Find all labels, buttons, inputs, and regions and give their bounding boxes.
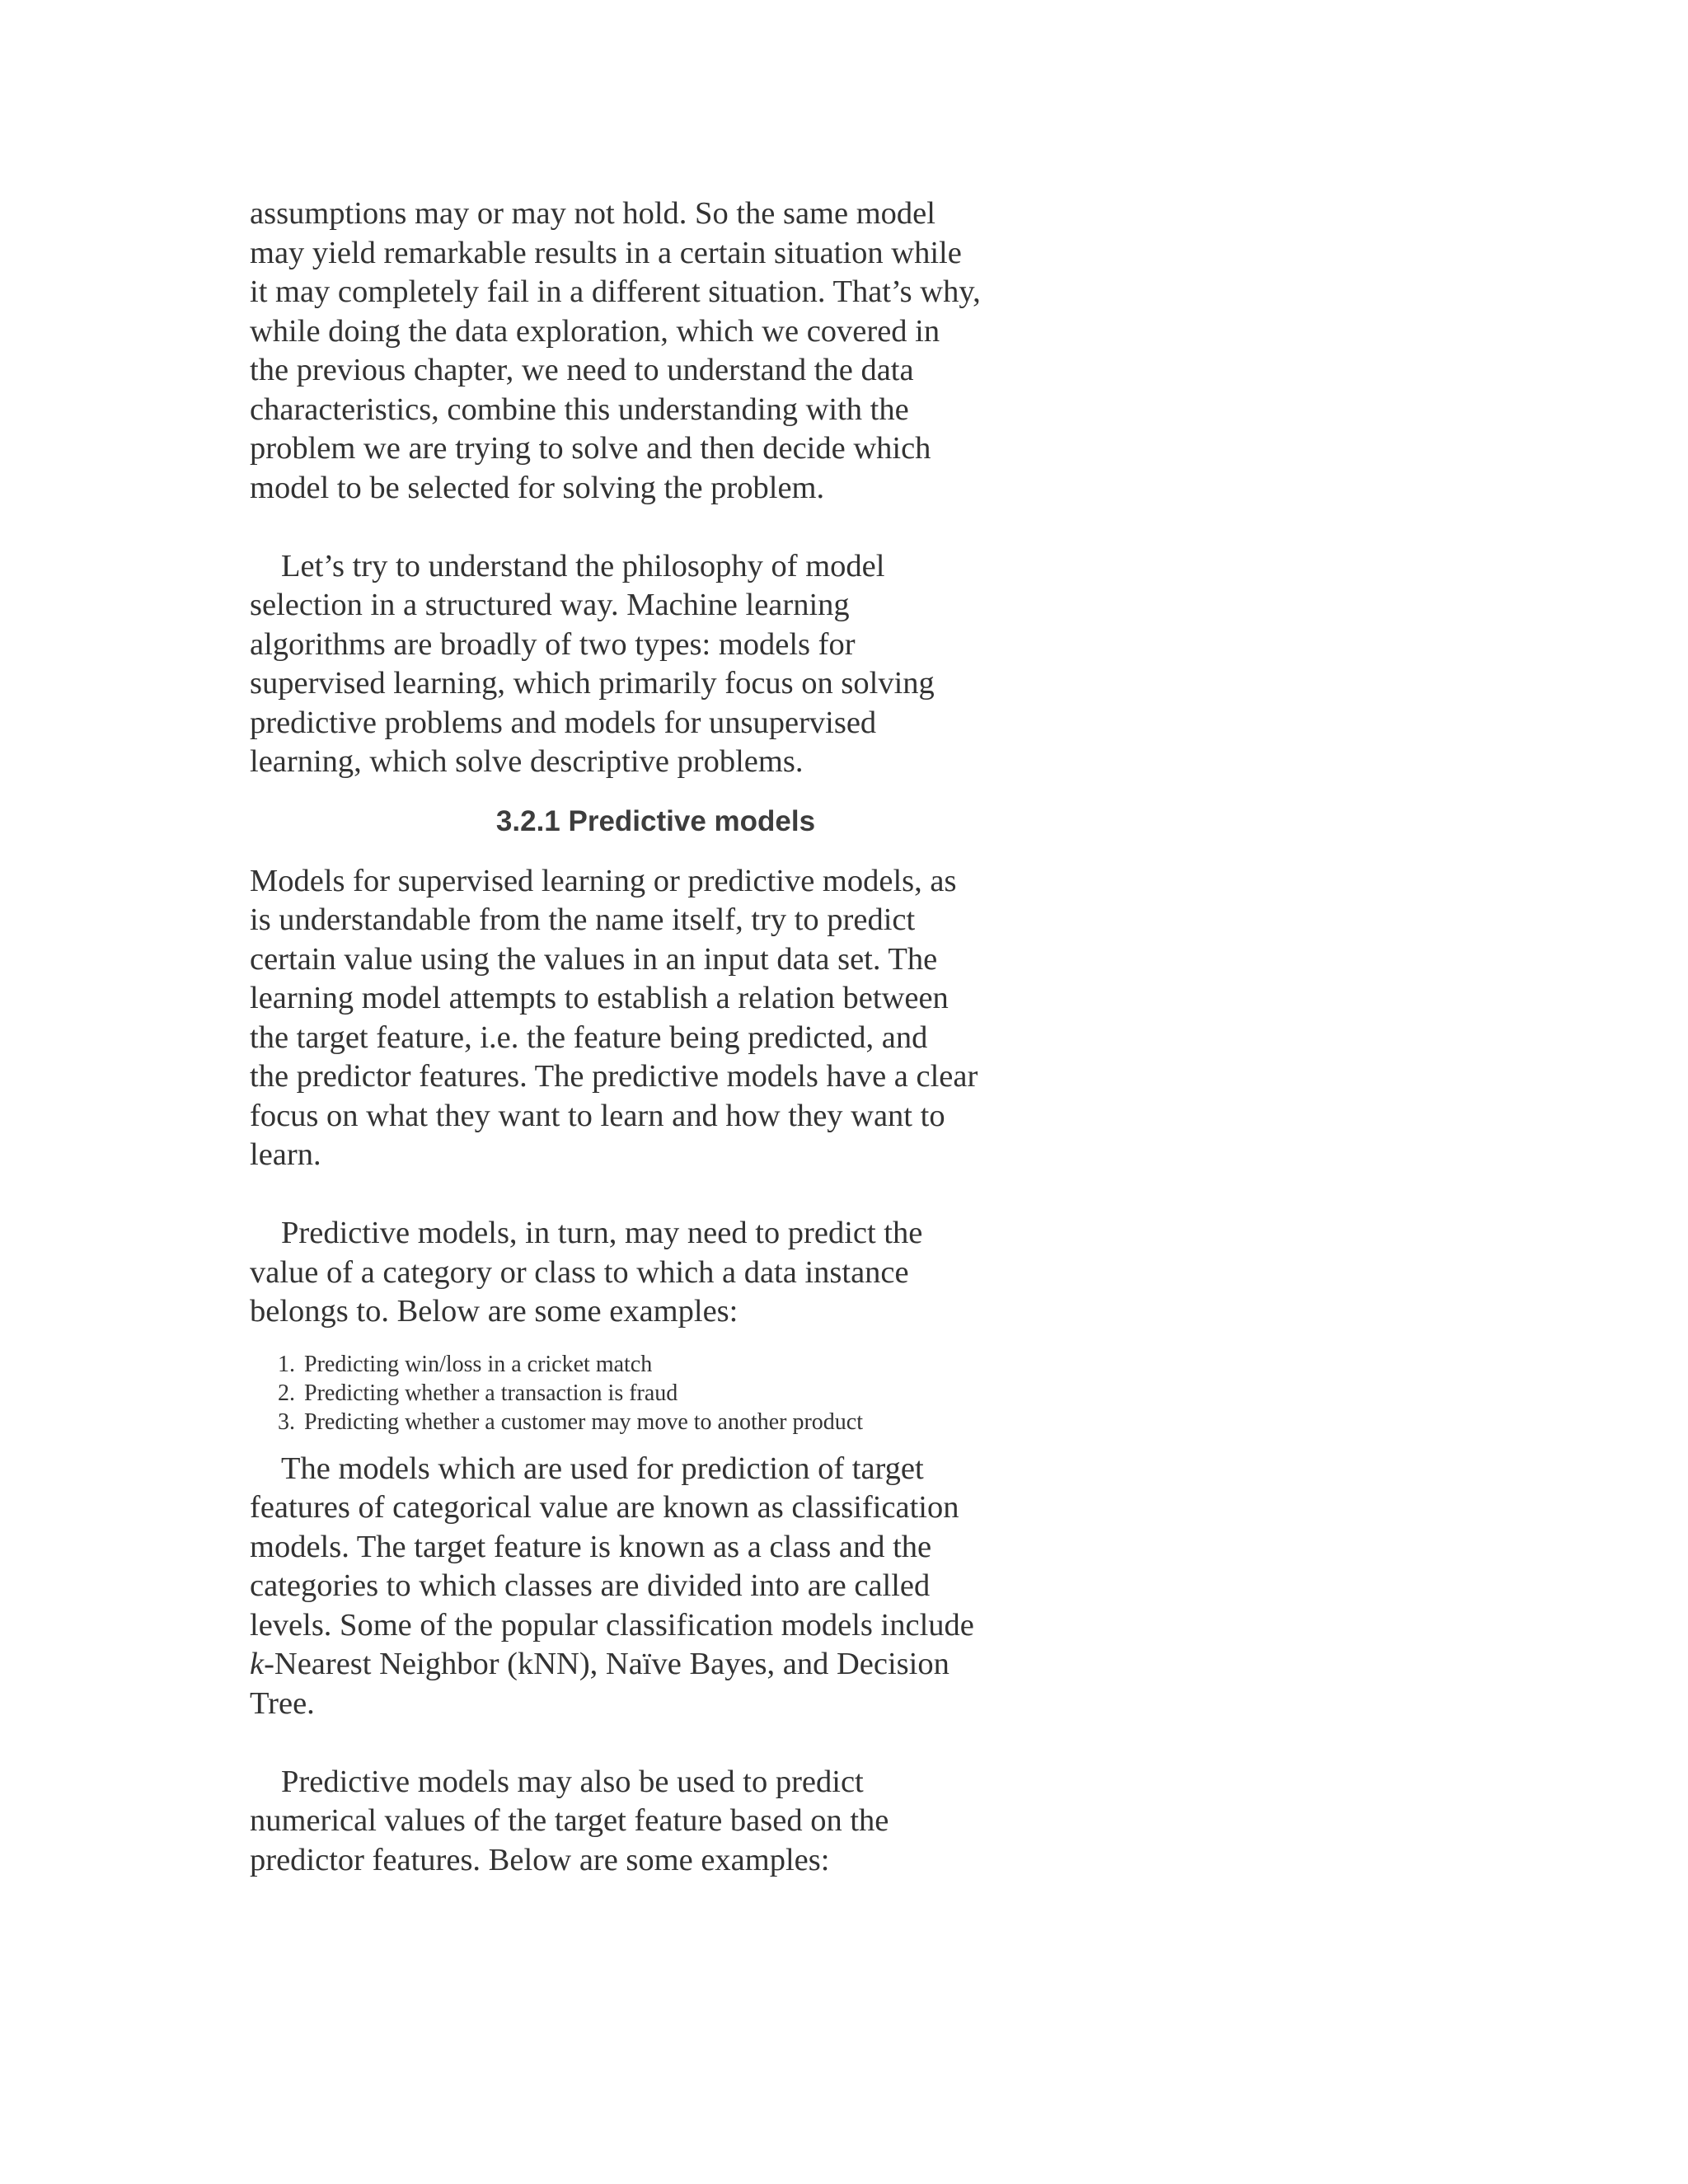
classification-text-end: -Nearest Neighbor (kNN), Naïve Bayes, and Decision Tree. <box>250 1647 950 1721</box>
k-variable: k <box>250 1647 265 1681</box>
paragraph-gap <box>250 508 1041 547</box>
heading-spacer <box>250 841 1041 862</box>
document-page <box>250 194 1041 1880</box>
list-item: 2. Predicting whether a transaction is fraud <box>301 1379 1041 1408</box>
heading-spacer <box>250 782 1041 802</box>
list-spacer <box>250 1436 1041 1450</box>
paragraph-gap <box>250 1175 1041 1215</box>
paragraph-gap <box>250 1723 1041 1763</box>
paragraph-category-prediction: Predictive models, in turn, may need to predict the value of a category or class to which a data instance belongs to. Below are some examples: <box>250 1216 923 1329</box>
section-heading: 3.2.1 Predictive models <box>495 804 816 837</box>
paragraph-model-selection: Let’s try to understand the philosophy of model selection in a structured way. Machine learning algorithms are broadly of two types: models for supervised learning, which primarily focus on solving predictive problems and models for unsupervised learning, which solve descriptive problems. <box>250 548 935 779</box>
list-item: 1. Predicting win/loss in a cricket match <box>301 1350 1041 1379</box>
classification-text-start: The models which are used for prediction of target features of categorical value are known as classification models. The target feature is known as a class and the categories to which classes are divided into are called levels. Some of the popular classification models include <box>250 1451 974 1643</box>
list-spacer <box>250 1332 1041 1350</box>
paragraph-classification-models <box>250 1450 1041 1724</box>
examples-list <box>250 1350 1041 1436</box>
list-item: 3. Predicting whether a customer may move to another product <box>301 1408 1041 1436</box>
paragraph-predictive-models: Models for supervised learning or predictive models, as is understandable from the name itself, try to predict certain value using the values in an input data set. The learning model attempts to establish a relation between the target feature, i.e. the feature being predicted, and the predictor features. The predictive models have a clear focus on what they want to learn and how they want to learn. <box>250 863 978 1172</box>
paragraph-numerical-prediction: Predictive models may also be used to predict numerical values of the target feature based on the predictor features. Below are some examples: <box>250 1764 889 1877</box>
paragraph-model-assumptions: assumptions may or may not hold. So the same model may yield remarkable results in a certain situation while it may completely fail in a different situation. That’s why, while doing the data exploration, which we covered in the previous chapter, we need to understand the data characteristics, combine this understanding with the problem we are trying to solve and then decide which model to be selected for solving the problem. <box>250 196 981 505</box>
